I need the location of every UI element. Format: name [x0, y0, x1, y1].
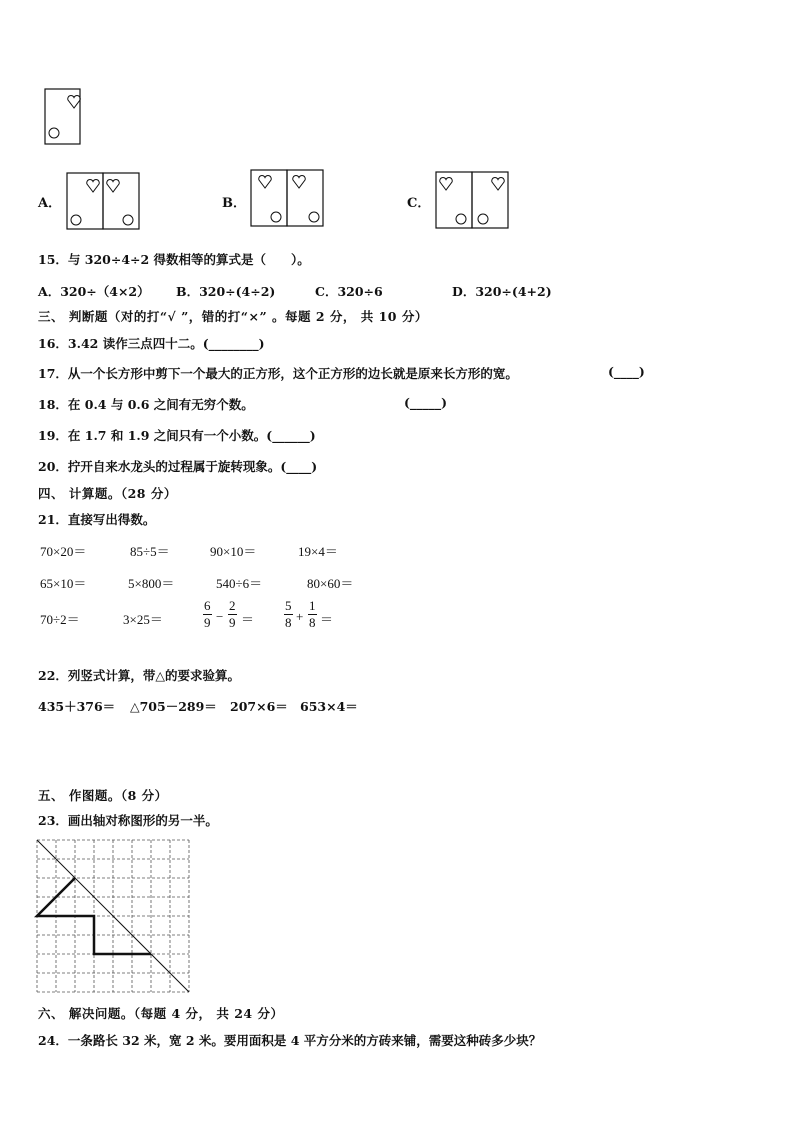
fraction-denominator: 8	[285, 615, 292, 630]
calc-item: 80×60＝	[307, 576, 354, 591]
question-18-blank[interactable]: (_____)	[404, 395, 448, 410]
equals-sign: ＝	[320, 612, 334, 627]
question-15-stem: 15．与 320÷4÷2 得数相等的算式是（ ）。	[38, 252, 310, 267]
option-b-figure[interactable]	[250, 169, 326, 229]
equals-sign: ＝	[241, 612, 255, 627]
calc-item: 540÷6＝	[216, 576, 263, 591]
option-a-figure[interactable]	[66, 172, 141, 232]
option-b-label[interactable]: B．	[222, 196, 246, 211]
calc-item: 3×25＝	[123, 612, 163, 627]
calc-item: 5×800＝	[128, 576, 175, 591]
section-6-heading: 六、 解决问题。（每题 4 分， 共 24 分）	[38, 1006, 284, 1021]
circle-icon	[49, 128, 59, 138]
fraction	[284, 598, 293, 631]
calc-item: 70÷2＝	[40, 612, 80, 627]
option-c-figure[interactable]	[435, 171, 511, 231]
original-card-figure	[44, 88, 84, 148]
vertical-calc-item: 207×6＝	[230, 699, 288, 714]
heart-icon	[492, 178, 504, 191]
fraction-numerator: 6	[204, 598, 211, 613]
question-24: 24．一条路长 32 米，宽 2 米。要用面积是 4 平方分米的方砖来铺，需要这种砖多少块？	[38, 1033, 542, 1048]
vertical-calc-item: 653×4＝	[300, 699, 358, 714]
question-21-stem: 21．直接写出得数。	[38, 512, 156, 527]
heart-icon	[293, 176, 305, 188]
circle-icon	[309, 212, 319, 222]
operator: −	[216, 609, 224, 624]
fraction	[308, 598, 317, 631]
calc-item: 70×20＝	[40, 544, 87, 559]
question-15-option-a[interactable]: A．320÷（4×2）	[38, 284, 150, 299]
calc-item: 65×10＝	[40, 576, 87, 591]
circle-icon	[71, 215, 81, 225]
heart-icon	[87, 180, 99, 193]
question-15-option-b[interactable]: B．320÷(4÷2)	[176, 284, 276, 299]
operator: +	[296, 609, 304, 624]
vertical-calc-item: 435＋376＝	[38, 699, 116, 714]
heart-icon	[440, 178, 452, 191]
fraction-denominator: 9	[229, 615, 236, 630]
vertical-calc-item: △705－289＝	[130, 699, 217, 714]
heart-icon	[259, 176, 271, 189]
question-15-option-d[interactable]: D．320÷(4+2)	[452, 284, 552, 299]
fraction	[228, 598, 237, 631]
symmetry-grid-figure[interactable]	[37, 840, 193, 996]
option-a-label[interactable]: A．	[38, 196, 62, 211]
fraction	[203, 598, 212, 631]
circle-icon	[478, 214, 488, 224]
question-23: 23．画出轴对称图形的另一半。	[38, 813, 218, 828]
calc-item: 90×10＝	[210, 544, 257, 559]
question-20[interactable]: 20．拧开自来水龙头的过程属于旋转现象。(____)	[38, 459, 318, 474]
section-4-heading: 四、 计算题。（28 分）	[38, 486, 177, 501]
fraction-numerator: 1	[309, 598, 316, 613]
circle-icon	[456, 214, 466, 224]
question-19[interactable]: 19．在 1.7 和 1.9 之间只有一个小数。(______)	[38, 428, 316, 443]
fraction-denominator: 9	[204, 615, 211, 630]
calc-item: 85÷5＝	[130, 544, 170, 559]
fraction-denominator: 8	[309, 615, 316, 630]
question-18-text: 18．在 0.4 与 0.6 之间有无穷个数。	[38, 397, 254, 412]
section-5-heading: 五、 作图题。（8 分）	[38, 788, 168, 803]
heart-icon	[107, 180, 120, 193]
option-c-label[interactable]: C．	[407, 196, 431, 211]
heart-icon	[68, 96, 80, 109]
question-17-text: 17．从一个长方形中剪下一个最大的正方形，这个正方形的边长就是原来长方形的宽。	[38, 366, 518, 381]
circle-icon	[123, 215, 133, 225]
section-3-heading: 三、 判断题（对的打“√ ”，错的打“×” 。每题 2 分， 共 10 分）	[38, 309, 428, 324]
circle-icon	[271, 212, 281, 222]
fraction-numerator: 2	[229, 598, 236, 613]
question-22-stem: 22．列竖式计算，带△的要求验算。	[38, 668, 241, 683]
question-15-option-c[interactable]: C．320÷6	[315, 284, 383, 299]
fraction-numerator: 5	[285, 598, 292, 613]
question-16[interactable]: 16．3.42 读作三点四十二。(________)	[38, 336, 265, 351]
calc-item: 19×4＝	[298, 544, 338, 559]
question-17-blank[interactable]: (____)	[608, 364, 645, 379]
